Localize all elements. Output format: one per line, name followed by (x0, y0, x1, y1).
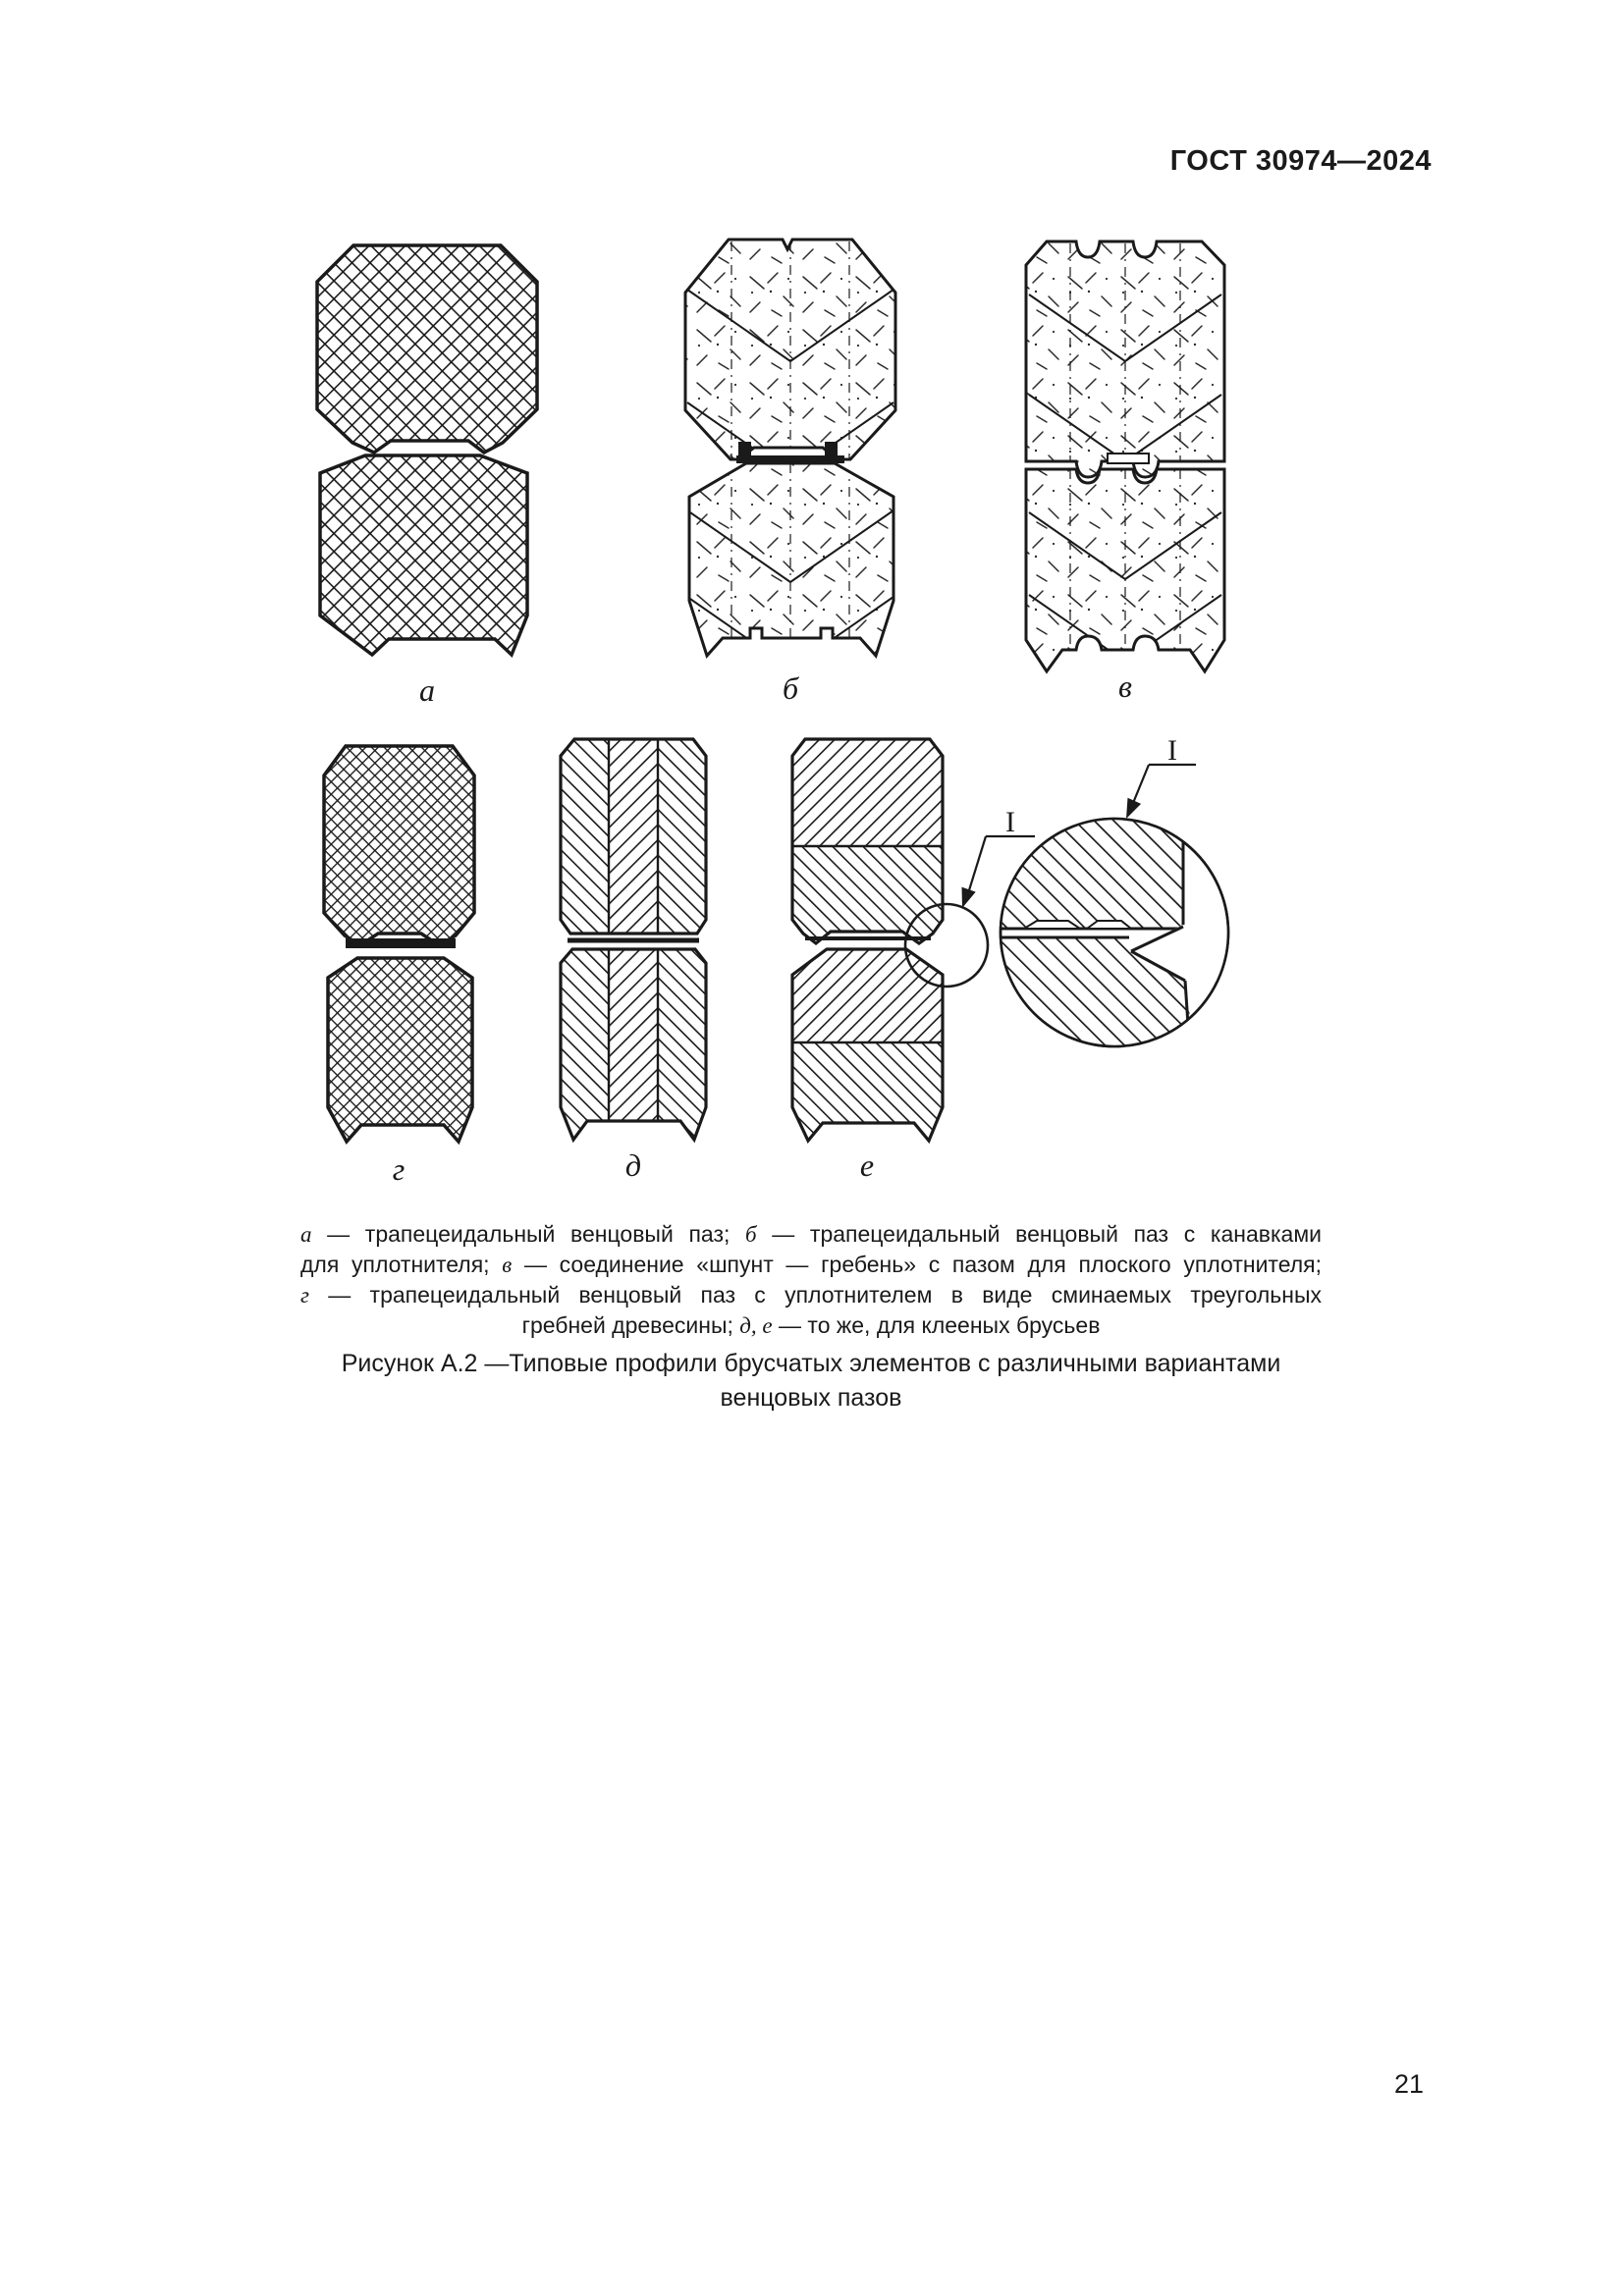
figure-notes (300, 1219, 1322, 1341)
detail-arrowhead (1126, 798, 1141, 819)
figure-b-drawing (685, 240, 895, 706)
figure-e-label: е (859, 1148, 875, 1183)
figure-v-drawing (1026, 241, 1224, 704)
callout-label: I (1005, 806, 1015, 838)
figure-v-flat-seal (1108, 454, 1149, 463)
detail-label: I (1167, 734, 1177, 767)
note-letter-g: г (300, 1283, 309, 1308)
figure-a-drawing (317, 245, 537, 708)
figure-d-label: д (624, 1148, 642, 1183)
figure-caption-line-1: Рисунок А.2 —Типовые профили брусчатых элементов с различными вариантами (341, 1350, 1281, 1377)
note-text: — трапецеидальный венцовый паз с уплотнителем в виде сминаемых треугольных (308, 1282, 1322, 1308)
note-text: — соединение «шпунт — гребень» с пазом для плоского уплотнителя; (512, 1252, 1322, 1277)
figure-notes-line-2 (300, 1250, 1322, 1280)
note-text: — то же, для клееных брусьев (772, 1312, 1101, 1338)
figure-e-drawing (792, 739, 988, 1183)
figure-a-label: а (419, 672, 435, 708)
detail-leader (1126, 734, 1196, 819)
figure-notes-line-1 (300, 1219, 1322, 1250)
figure-v-label: в (1118, 668, 1132, 704)
note-letters-d-e: д, е (739, 1313, 773, 1338)
figure-g-seal (346, 938, 456, 948)
page-number: 21 (1394, 2069, 1425, 2099)
figure-notes-line-4 (300, 1310, 1322, 1341)
figure-g-drawing (324, 746, 474, 1187)
figure-b-label: б (782, 670, 799, 706)
figure-notes-line-3 (300, 1280, 1322, 1310)
figure-g-label: г (392, 1151, 406, 1187)
standard-number-header: ГОСТ 30974—2024 (1169, 145, 1432, 177)
figure-d-drawing (561, 739, 706, 1183)
note-text: — трапецеидальный венцовый паз с канавками (756, 1221, 1322, 1247)
callout-arrowhead (962, 887, 976, 908)
note-text: для уплотнителя; (300, 1252, 503, 1277)
figure-caption-line-2: венцовых пазов (720, 1384, 902, 1412)
note-letter-a: а (300, 1222, 312, 1247)
note-letter-v: в (502, 1253, 513, 1277)
note-text: — трапецеидальный венцовый паз; (311, 1221, 746, 1247)
note-text: гребней древесины; (521, 1312, 740, 1338)
detail-callout-ring (905, 904, 988, 987)
figure-caption (300, 1347, 1322, 1415)
note-letter-b: б (745, 1222, 757, 1247)
detail-view-circle (992, 815, 1228, 1065)
